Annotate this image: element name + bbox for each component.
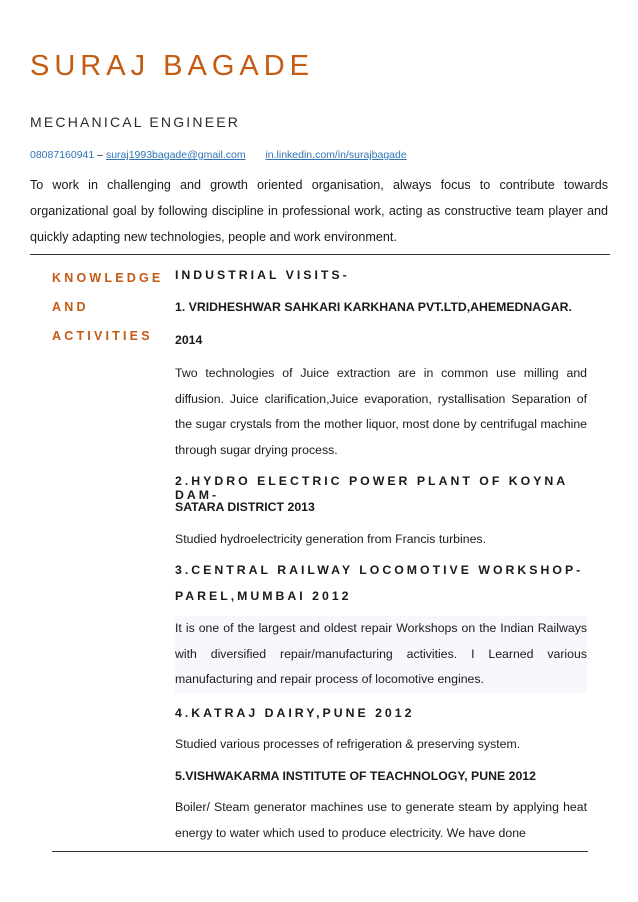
visit-1-description: Two technologies of Juice extraction are in common use milling and diffusion. Juice clarification,Juice evaporation, rystallisation Separation of the sugar crystals from the mother liquor, most done by centrifugal machine through sugar drying process. xyxy=(175,366,587,457)
divider-top xyxy=(30,254,610,255)
contact-line xyxy=(30,149,407,161)
visit-2-heading-rest: SATARA DISTRICT 2013 xyxy=(175,500,315,514)
visit-3-heading-rest: PAREL,MUMBAI 2012 xyxy=(175,589,352,603)
visit-2-heading: 2.HYDRO ELECTRIC POWER PLANT OF KOYNA DAM- xyxy=(175,474,568,502)
visit-3-description: It is one of the largest and oldest repair Workshops on the Indian Railways with diversified repair/manufacturing activities. I Learned various manufacturing and repair process of locomotive engines. xyxy=(175,616,587,693)
visit-4-heading: 4.KATRAJ DAIRY,PUNE 2012 xyxy=(175,706,415,720)
visit-5-description: Boiler/ Steam generator machines use to generate steam by applying heat energy to water which used to produce electricity. We have done xyxy=(175,800,587,840)
section-side-heading xyxy=(52,264,167,351)
visit-2-description: Studied hydroelectricity generation from Francis turbines. xyxy=(175,532,486,546)
visit-4-description: Studied various processes of refrigeration & preserving system. xyxy=(175,737,521,751)
phone-number: 08087160941 xyxy=(30,149,95,161)
job-title: MECHANICAL ENGINEER xyxy=(30,114,241,130)
side-heading-line-3: ACTIVITIES xyxy=(52,329,153,343)
divider-bottom xyxy=(52,851,588,852)
contact-separator: – xyxy=(94,149,106,161)
linkedin-link[interactable]: in.linkedin.com/in/surajbagade xyxy=(265,149,407,161)
visit-1-year: 2014 xyxy=(175,333,203,347)
side-heading-line-1: KNOWLEDGE xyxy=(52,271,164,285)
candidate-name: SURAJ BAGADE xyxy=(30,50,314,82)
career-objective: To work in challenging and growth oriented organisation, always focus to contribute towards organizational goal by following discipline in professional work, acting as constructive team player and quickly adapting new technologies, people and work environment. xyxy=(30,178,608,244)
email-link[interactable]: suraj1993bagade@gmail.com xyxy=(105,149,246,161)
section-title: INDUSTRIAL VISITS- xyxy=(175,268,350,282)
side-heading-line-2: AND xyxy=(52,300,89,314)
visit-5-heading: 5.VISHWAKARMA INSTITUTE OF TEACHNOLOGY, PUNE 2012 xyxy=(175,769,536,783)
visit-1-heading: 1. VRIDHESHWAR SAHKARI KARKHANA PVT.LTD,AHEMEDNAGAR. xyxy=(175,300,572,314)
visit-3-heading: 3.CENTRAL RAILWAY LOCOMOTIVE WORKSHOP- xyxy=(175,563,584,577)
